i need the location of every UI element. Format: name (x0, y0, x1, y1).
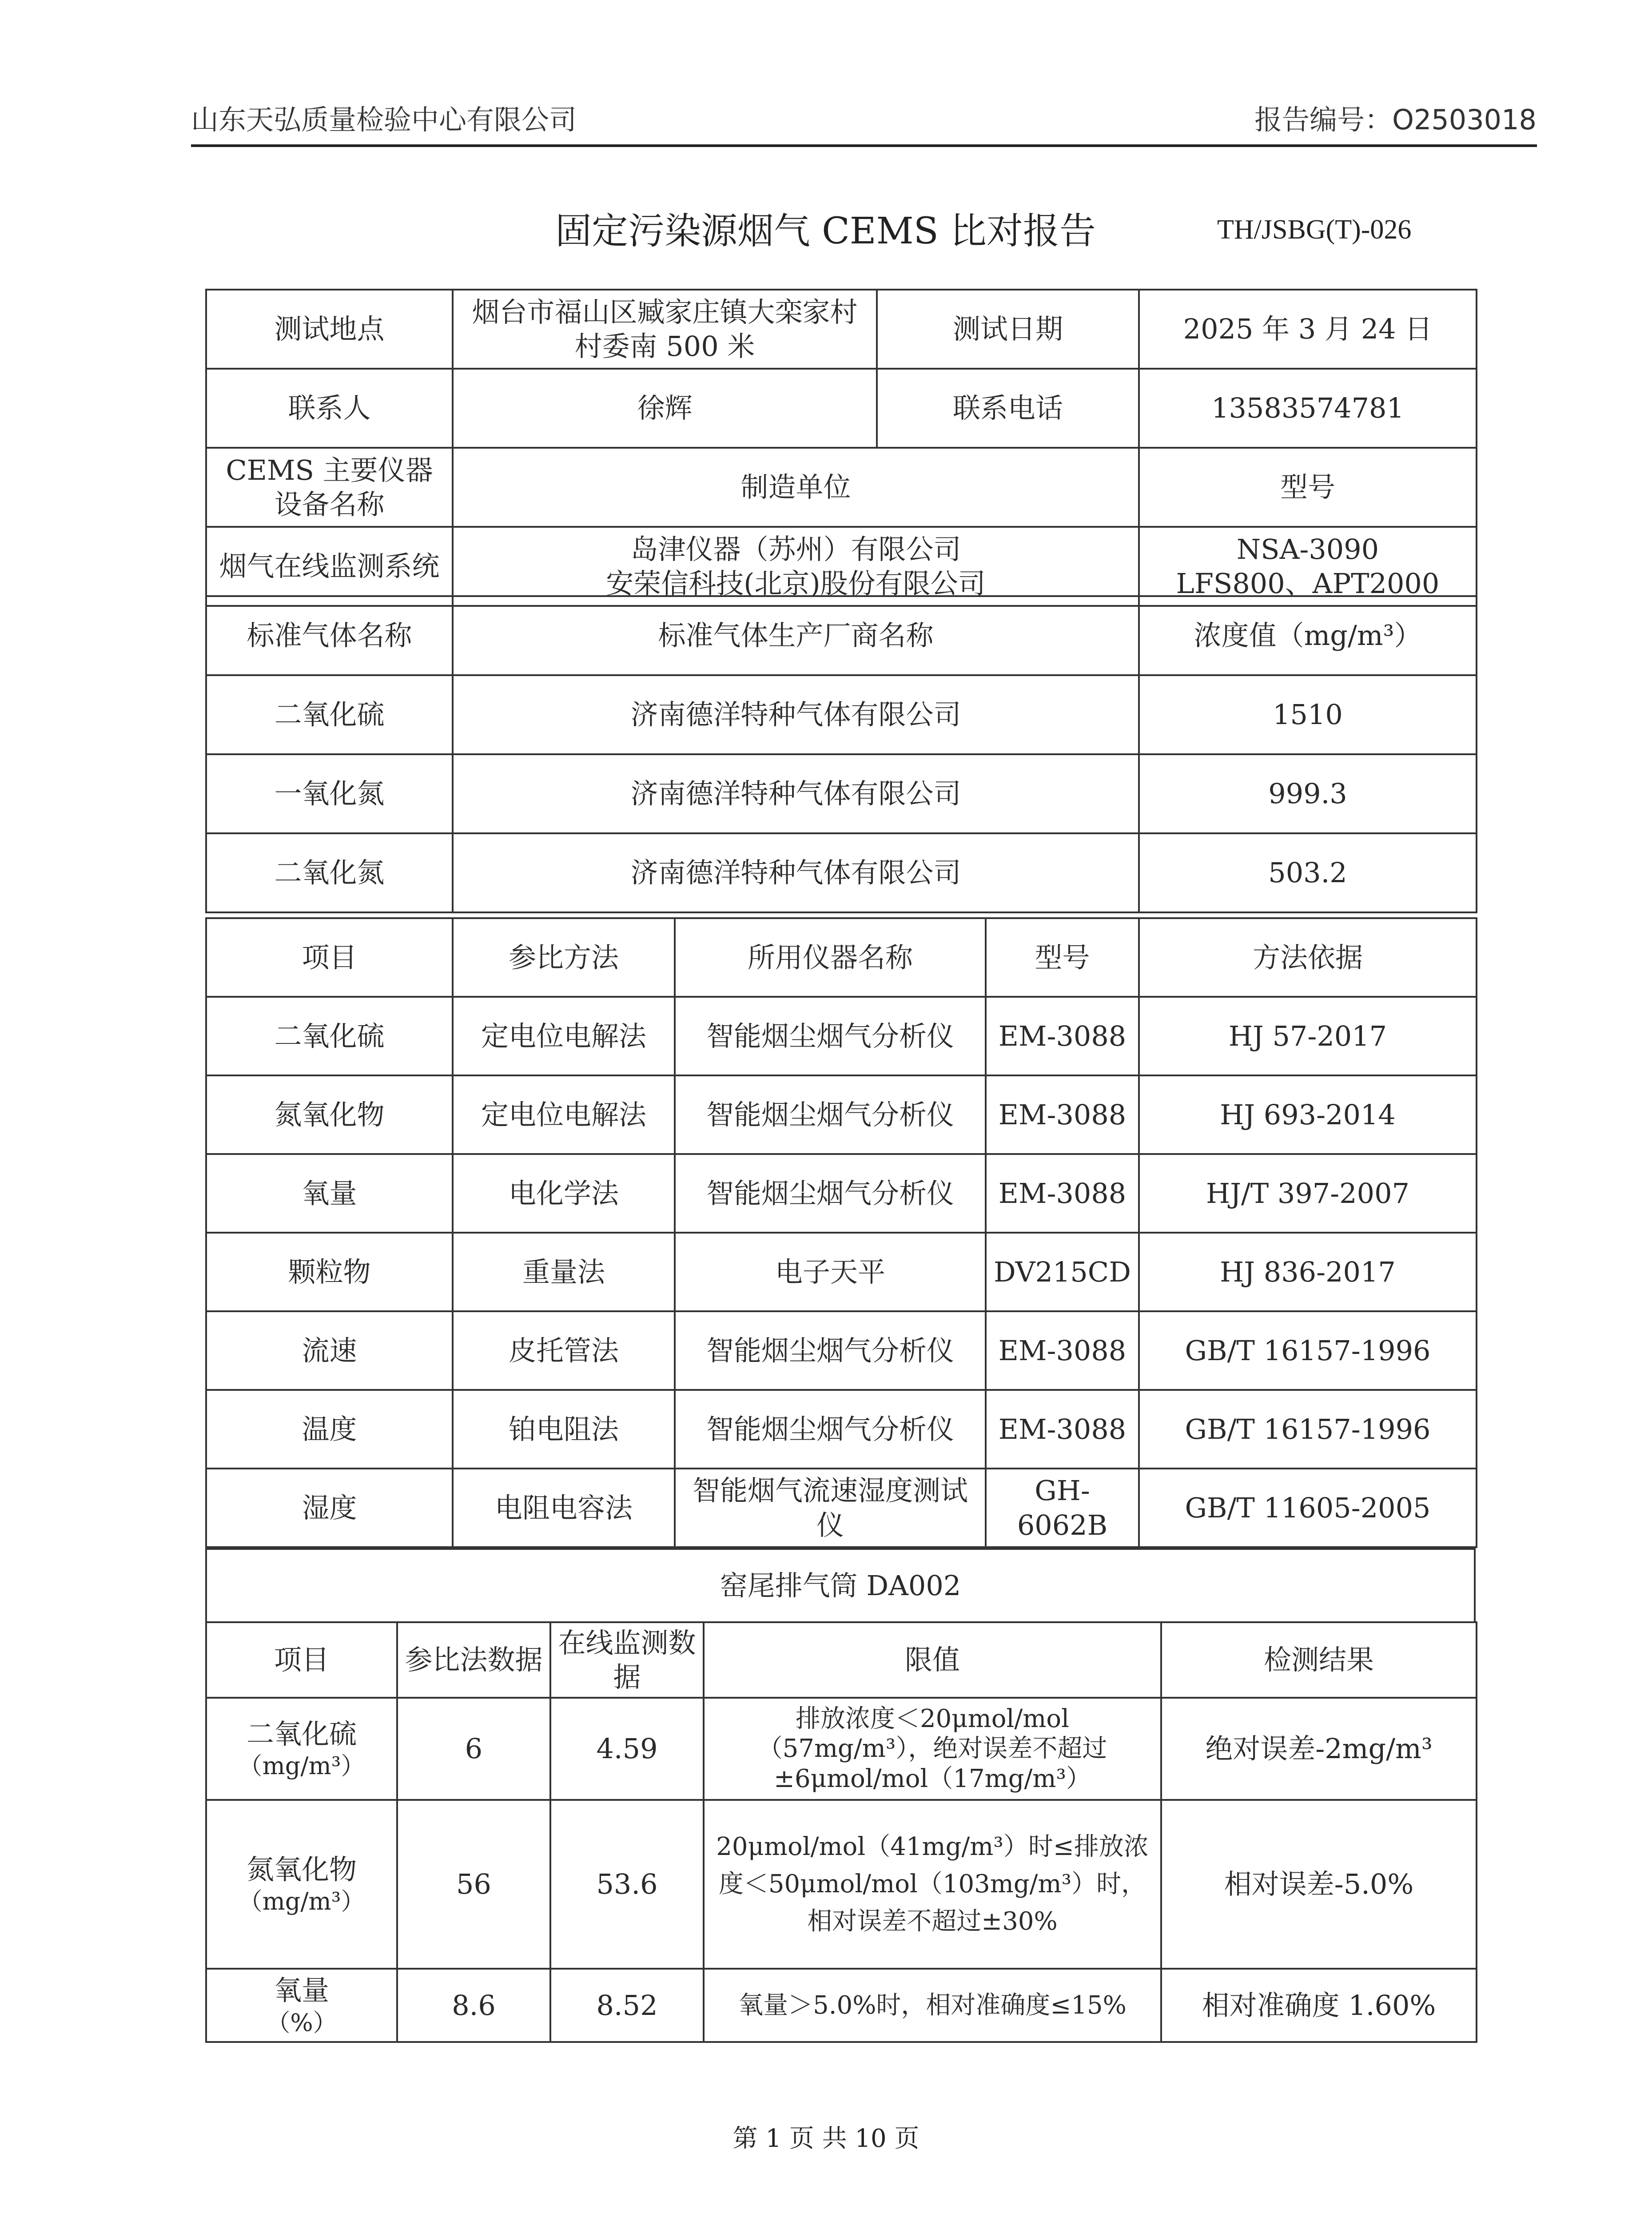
method-instrument: 智能烟气流速湿度测试仪 (675, 1469, 986, 1547)
result-item (206, 1698, 397, 1800)
method-instrument: 智能烟尘烟气分析仪 (675, 1154, 986, 1233)
table-row (206, 754, 1477, 833)
method-basis: GB/T 11605-2005 (1139, 1469, 1477, 1547)
phone-label: 联系电话 (877, 369, 1139, 448)
method-name: 铂电阻法 (453, 1390, 675, 1469)
method-basis: GB/T 16157-1996 (1139, 1311, 1477, 1390)
method-model: EM-3088 (986, 1390, 1139, 1469)
table-row (206, 1800, 1477, 1969)
gas-conc: 999.3 (1139, 754, 1477, 833)
method-basis: HJ/T 397-2007 (1139, 1154, 1477, 1233)
gas-name: 一氧化氮 (206, 754, 453, 833)
phone-value: 13583574781 (1139, 369, 1477, 448)
result-item-unit: （mg/m³） (238, 1752, 365, 1780)
method-instrument: 智能烟尘烟气分析仪 (675, 1390, 986, 1469)
table-row (206, 1469, 1477, 1547)
result-header-online: 在线监测数据 (550, 1622, 704, 1698)
date-label: 测试日期 (877, 290, 1139, 369)
method-item: 氧量 (206, 1154, 453, 1233)
result-item-name: 氮氧化物 (246, 1853, 357, 1886)
cems-label: CEMS 主要仪器设备名称 (206, 448, 453, 527)
method-basis: HJ 836-2017 (1139, 1233, 1477, 1311)
system-model-2: LFS800、APT2000 (1176, 567, 1440, 600)
table-row (206, 997, 1477, 1075)
method-item: 颗粒物 (206, 1233, 453, 1311)
header-rule (191, 144, 1537, 147)
site-value: 烟台市福山区臧家庄镇大栾家村村委南 500 米 (453, 290, 877, 369)
method-item: 流速 (206, 1311, 453, 1390)
result-header-item: 项目 (206, 1622, 397, 1698)
standard-gas-table (205, 595, 1477, 913)
method-item: 湿度 (206, 1469, 453, 1547)
table-row (206, 1154, 1477, 1233)
table-row (206, 1311, 1477, 1390)
result-item-name: 氧量 (274, 1974, 329, 2006)
method-name: 定电位电解法 (453, 997, 675, 1075)
result-header-limit: 限值 (704, 1622, 1161, 1698)
method-instrument: 智能烟尘烟气分析仪 (675, 1075, 986, 1154)
model-label: 型号 (1139, 448, 1477, 527)
system-maker-2: 安荣信科技(北京)股份有限公司 (606, 567, 986, 600)
section-title: 窑尾排气筒 DA002 (206, 1549, 1475, 1622)
result-online: 4.59 (550, 1698, 704, 1800)
results-table (205, 1621, 1477, 2043)
table-row (206, 1390, 1477, 1469)
result-ref: 56 (397, 1800, 550, 1969)
gas-maker: 济南德洋特种气体有限公司 (453, 833, 1139, 912)
method-name: 电化学法 (453, 1154, 675, 1233)
method-model: DV215CD (986, 1233, 1139, 1311)
system-makers (453, 527, 1139, 606)
result-header-result: 检测结果 (1161, 1622, 1477, 1698)
method-model: EM-3088 (986, 1075, 1139, 1154)
method-model: GH-6062B (986, 1469, 1139, 1547)
gas-maker: 济南德洋特种气体有限公司 (453, 754, 1139, 833)
method-item: 氮氧化物 (206, 1075, 453, 1154)
result-limit: 氧量＞5.0%时，相对准确度≤15% (704, 1969, 1161, 2042)
method-instrument: 智能烟尘烟气分析仪 (675, 1311, 986, 1390)
date-value: 2025 年 3 月 24 日 (1139, 290, 1477, 369)
info-table (205, 289, 1477, 607)
report-title: 固定污染源烟气 CEMS 比对报告 (555, 210, 1096, 252)
method-model: EM-3088 (986, 1311, 1139, 1390)
table-row (206, 675, 1477, 754)
method-basis: HJ 693-2014 (1139, 1075, 1477, 1154)
gas-name: 二氧化氮 (206, 833, 453, 912)
method-header-basis: 方法依据 (1139, 918, 1477, 997)
table-row (206, 833, 1477, 912)
method-basis: HJ 57-2017 (1139, 997, 1477, 1075)
result-ref: 6 (397, 1698, 550, 1800)
result-value: 相对准确度 1.60% (1161, 1969, 1477, 2042)
method-header-item: 项目 (206, 918, 453, 997)
system-label: 烟气在线监测系统 (206, 527, 453, 606)
method-instrument: 电子天平 (675, 1233, 986, 1311)
result-online: 8.52 (550, 1969, 704, 2042)
method-model: EM-3088 (986, 1154, 1139, 1233)
contact-value: 徐辉 (453, 369, 877, 448)
result-item-unit: （mg/m³） (238, 1887, 365, 1915)
system-model-1: NSA-3090 (1236, 533, 1379, 565)
table-row (206, 1969, 1477, 2042)
method-header-instrument: 所用仪器名称 (675, 918, 986, 997)
method-name: 电阻电容法 (453, 1469, 675, 1547)
result-item-unit: （%） (266, 2008, 337, 2037)
result-value: 绝对误差-2mg/m³ (1161, 1698, 1477, 1800)
reference-method-table (205, 917, 1477, 1548)
maker-label: 制造单位 (453, 448, 1139, 527)
gas-header-maker: 标准气体生产厂商名称 (453, 596, 1139, 675)
method-basis: GB/T 16157-1996 (1139, 1390, 1477, 1469)
method-name: 重量法 (453, 1233, 675, 1311)
result-value: 相对误差-5.0% (1161, 1800, 1477, 1969)
method-name: 皮托管法 (453, 1311, 675, 1390)
method-model: EM-3088 (986, 997, 1139, 1075)
method-header-method: 参比方法 (453, 918, 675, 997)
result-online: 53.6 (550, 1800, 704, 1969)
gas-conc: 1510 (1139, 675, 1477, 754)
result-header-ref: 参比法数据 (397, 1622, 550, 1698)
gas-conc: 503.2 (1139, 833, 1477, 912)
table-row (206, 1075, 1477, 1154)
result-item (206, 1969, 397, 2042)
gas-header-conc: 浓度值（mg/m³） (1139, 596, 1477, 675)
site-label: 测试地点 (206, 290, 453, 369)
method-item: 二氧化硫 (206, 997, 453, 1075)
table-row (206, 1233, 1477, 1311)
result-ref: 8.6 (397, 1969, 550, 2042)
contact-label: 联系人 (206, 369, 453, 448)
document-code: TH/JSBG(T)-026 (1217, 215, 1412, 245)
result-item (206, 1800, 397, 1969)
method-instrument: 智能烟尘烟气分析仪 (675, 997, 986, 1075)
gas-maker: 济南德洋特种气体有限公司 (453, 675, 1139, 754)
method-name: 定电位电解法 (453, 1075, 675, 1154)
page-footer: 第 1 页 共 10 页 (732, 2124, 920, 2153)
system-models (1139, 527, 1477, 606)
gas-name: 二氧化硫 (206, 675, 453, 754)
method-header-model: 型号 (986, 918, 1139, 997)
method-item: 温度 (206, 1390, 453, 1469)
report-number: 报告编号：O2503018 (1254, 103, 1537, 136)
company-name: 山东天弘质量检验中心有限公司 (191, 103, 577, 136)
result-item-name: 二氧化硫 (246, 1717, 357, 1750)
result-limit: 排放浓度＜20μmol/mol（57mg/m³），绝对误差不超过±6μmol/mol（17mg/m³） (704, 1698, 1161, 1800)
gas-header-name: 标准气体名称 (206, 596, 453, 675)
table-row (206, 1698, 1477, 1800)
section-table (205, 1548, 1476, 1623)
system-maker-1: 岛津仪器（苏州）有限公司 (630, 533, 961, 565)
result-limit: 20μmol/mol（41mg/m³）时≤排放浓度＜50μmol/mol（103mg/m³）时，相对误差不超过±30% (704, 1800, 1161, 1969)
